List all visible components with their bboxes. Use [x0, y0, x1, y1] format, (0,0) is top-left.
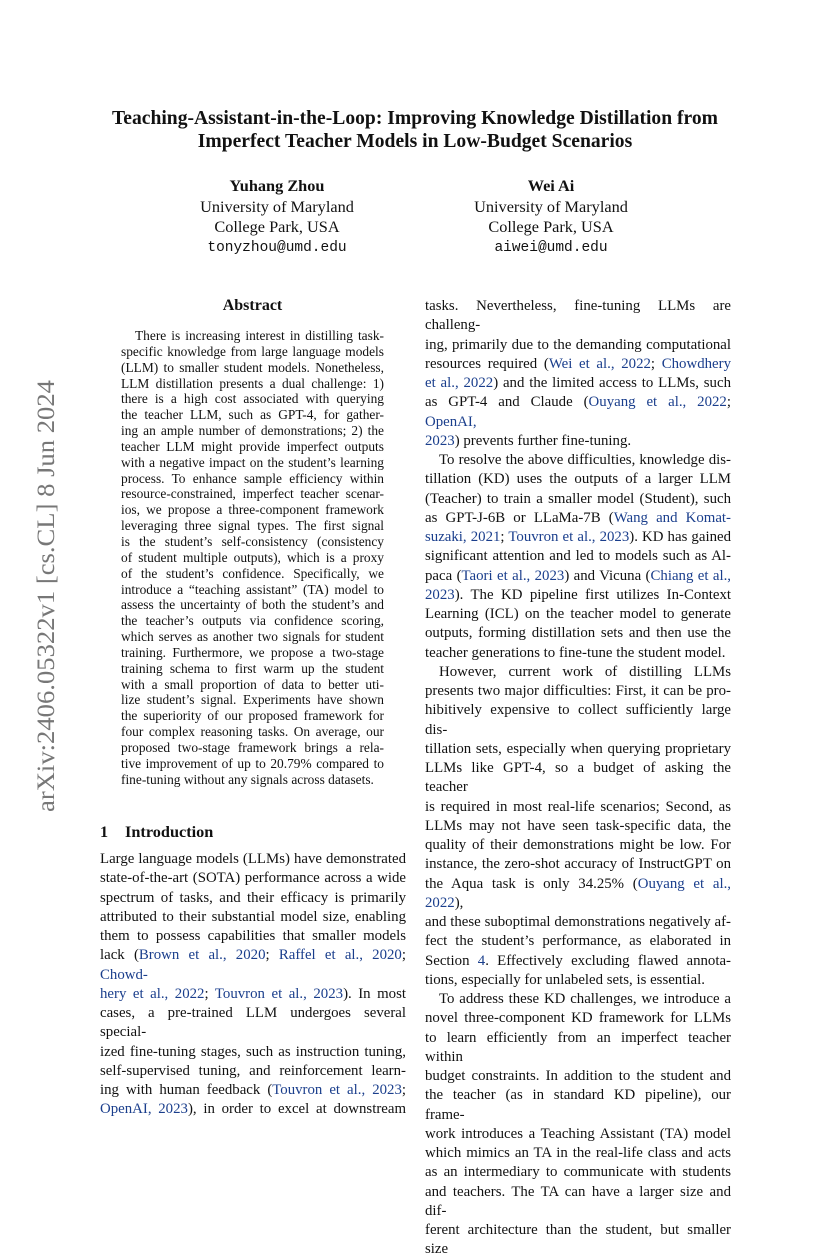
text-line [425, 952, 731, 971]
abstract-line: is the student’s self-consistency (consistency [121, 533, 384, 549]
text-run: ; [650, 355, 662, 372]
text-run: work introduces a Teaching Assistant (TA) model [425, 1125, 731, 1142]
text-run: presents two major difficulties: First, it can be pro- [425, 683, 731, 699]
text-line [425, 393, 731, 432]
text-line [425, 547, 731, 566]
text-line [425, 798, 731, 817]
abstract-line: fine-tuning without any signals across datasets. [121, 771, 374, 787]
text-run: spectrum of tasks, and their efficacy is primarily [100, 889, 406, 906]
text-line [425, 605, 731, 624]
text-run: ing, primarily due to the demanding computational [425, 336, 731, 353]
text-line [425, 528, 731, 547]
text-run: ized fine-tuning stages, such as instruction tuning, [100, 1043, 406, 1060]
author-email: aiwei@umd.edu [494, 239, 608, 256]
text-line [100, 889, 406, 908]
author-location: College Park, USA [488, 217, 614, 236]
abstract-line: the teacher LLM, such as GPT-4, for gather- [121, 407, 384, 423]
abstract-line: training schema to first warm up the student [121, 660, 384, 676]
text-run: tions, especially for unlabeled sets, is essential. [425, 971, 705, 988]
text-line [425, 624, 731, 643]
text-line [425, 1183, 731, 1222]
text-run: ), [454, 894, 464, 911]
text-line [100, 985, 406, 1004]
text-run: is required in most real-life scenarios; Second, as [425, 798, 731, 815]
citation-link[interactable]: Taori et al., 2023 [461, 567, 565, 584]
text-line [425, 1067, 731, 1086]
text-line [100, 1100, 406, 1119]
author-affiliation: University of Maryland [474, 196, 628, 216]
text-run: the teacher (as in standard KD pipeline), our frame- [425, 1087, 731, 1123]
text-run: ). The KD pipeline first utilizes In-Context [454, 586, 731, 603]
author-block-2 [421, 176, 681, 258]
text-run: the Aqua task is only 34.25% ( [425, 875, 638, 892]
text-line [425, 336, 731, 355]
text-line [425, 932, 731, 951]
text-run: ferent architecture than the student, but smaller size [425, 1222, 731, 1258]
citation-link[interactable]: Raffel et al., 2020 [278, 947, 402, 964]
text-run: state-of-the-art (SOTA) performance across a wide [100, 870, 406, 887]
text-run: and teachers. The TA can have a larger size and dif- [425, 1183, 731, 1219]
text-line [425, 1163, 731, 1182]
text-run: ). In most [343, 985, 406, 1002]
text-run: To resolve the above difficulties, knowledge dis- [439, 452, 731, 468]
text-run: significant attention and led to models such as Al- [425, 548, 731, 565]
abstract-body [121, 328, 384, 787]
text-run: budget constraints. In addition to the student and [425, 1068, 731, 1084]
abstract-line: process. To enhance sample efficiency within [121, 470, 384, 486]
text-run: them to possess capabilities that smaller models [100, 928, 406, 944]
text-line [100, 1004, 406, 1043]
abstract-line: teacher LLM might provide imperfect outputs [121, 438, 384, 454]
arxiv-stamp-graphic [10, 376, 70, 816]
text-run: (Teacher) to train a smaller model (Student), such [425, 490, 731, 507]
abstract-line: lize student’s signal. Experiments have shown [121, 692, 384, 708]
text-run: teacher generations to fine-tune the student model. [425, 644, 726, 661]
title-line-2: Imperfect Teacher Models in Low-Budget Scenarios [197, 131, 633, 152]
citation-link[interactable]: Wei et al., 2022 [548, 355, 651, 372]
abstract-line: with a small proportion of data to better uti- [121, 676, 384, 692]
text-line [425, 836, 731, 855]
abstract-line: of student multiple outputs), which is a proxy [121, 549, 384, 565]
text-run: tasks. Nevertheless, fine-tuning LLMs are challeng- [425, 298, 731, 334]
text-run: to learn efficiently from an imperfect teacher within [425, 1029, 731, 1065]
author-name: Wei Ai [527, 176, 575, 195]
text-line [425, 855, 731, 874]
text-line [100, 927, 406, 946]
citation-link[interactable]: Wang and Komat- [613, 509, 731, 526]
text-run: attributed to their substantial model size, enabling [100, 908, 406, 925]
text-line [425, 355, 731, 374]
paragraph [425, 990, 731, 1260]
citation-link[interactable]: 2023 [425, 586, 455, 603]
text-line [425, 990, 731, 1009]
text-run: LLMs like GPT-4, so a budget of asking the teacher [425, 760, 731, 796]
text-line [425, 682, 731, 701]
text-run: hibitively expensive to collect sufficiently large dis- [425, 702, 731, 738]
author-email: tonyzhou@umd.edu [207, 239, 347, 256]
introduction-right-column [425, 297, 731, 1260]
citation-link[interactable]: 4 [477, 952, 486, 969]
paragraph [100, 850, 406, 1120]
text-line [425, 432, 731, 451]
text-run: ) and Vicuna ( [564, 567, 651, 584]
text-run: ; [500, 529, 509, 545]
text-run: fect the student’s performance, as elaborated in [425, 933, 731, 950]
text-run: as GPT-4 and Claude ( [425, 394, 589, 411]
text-run: tillation (KD) uses the outputs of a larger LLM [425, 471, 731, 488]
citation-link[interactable]: Touvron et al., 2023 [214, 985, 344, 1002]
citation-link[interactable]: OpenAI, [425, 413, 477, 430]
paragraph [425, 663, 731, 990]
text-run: quality of their demonstrations might be low. For [425, 837, 731, 853]
text-run: Large language models (LLMs) have demonstrated [100, 851, 406, 867]
abstract-line: resource-constrained, imperfect teacher scenar- [121, 486, 384, 502]
text-run: self-supervised tuning, and reinforcement learn- [100, 1062, 406, 1079]
abstract-line: There is increasing interest in distilling task- [135, 328, 384, 343]
text-run: which mimics an TA in the real-life class and acts [425, 1145, 731, 1161]
text-line [425, 1086, 731, 1125]
citation-link[interactable]: hery et al., 2022 [100, 985, 205, 1002]
text-line [425, 374, 731, 393]
citation-link[interactable]: suzaki, 2021 [425, 529, 501, 545]
abstract-line: LLM distillation presents a dual challenge: 1) [121, 375, 384, 391]
text-line [425, 567, 731, 586]
text-line [425, 663, 731, 682]
paragraph [425, 451, 731, 663]
section-heading-introduction [100, 822, 213, 842]
text-run: outputs, forming distillation sets and then use the [425, 625, 731, 642]
text-line [425, 740, 731, 759]
text-line [425, 1125, 731, 1144]
text-line [100, 1043, 406, 1062]
text-run: paca ( [425, 567, 462, 584]
text-run: ). KD has gained [629, 529, 732, 545]
citation-link[interactable]: Touvron et al., 2023 [508, 529, 630, 545]
citation-link[interactable]: et al., 2022 [425, 375, 494, 391]
abstract-line: ios, we propose a three-component framework [121, 502, 384, 518]
text-line [425, 451, 731, 470]
text-run: ), in order to excel at downstream [187, 1101, 406, 1118]
text-run: lack ( [100, 947, 139, 964]
text-line [100, 908, 406, 927]
text-line [425, 297, 731, 336]
text-line [100, 850, 406, 869]
citation-link[interactable]: Brown et al., 2020 [138, 947, 266, 964]
text-run: ; [204, 985, 215, 1002]
text-line [425, 701, 731, 740]
text-line [100, 1081, 406, 1100]
author-name: Yuhang Zhou [229, 176, 325, 195]
paragraph [425, 297, 731, 451]
text-run: instance, the zero-shot accuracy of InstructGPT on [425, 856, 731, 873]
abstract-line: specific knowledge from large language models [121, 343, 384, 359]
author-block-1 [147, 176, 407, 258]
text-run: novel three-component KD framework for LLMs [425, 1010, 731, 1027]
abstract-line: of the student’s confidence. Specifically, we [121, 565, 384, 581]
introduction-left-column [100, 850, 406, 1120]
text-line [425, 1029, 731, 1068]
text-line [425, 759, 731, 798]
text-line [100, 1062, 406, 1081]
text-run: cases, a pre-trained LLM undergoes several special- [100, 1005, 406, 1041]
section-title: Introduction [125, 822, 214, 841]
abstract-line: four complex reasoning tasks. On average, our [121, 724, 384, 740]
text-run: Section [425, 952, 478, 969]
abstract-line: leveraging three signal types. The first signal [121, 518, 384, 534]
text-line [425, 913, 731, 932]
text-run: as an intermediary to communicate with students [425, 1164, 731, 1181]
abstract-line: assess the uncertainty of both the student’s and [121, 597, 384, 613]
arxiv-identifier-stamp [10, 376, 70, 816]
text-line [425, 470, 731, 489]
text-line [425, 644, 731, 663]
text-line [100, 946, 406, 985]
paper-title [90, 107, 740, 153]
text-run: ; [401, 1082, 407, 1098]
citation-link[interactable]: OpenAI, 2023 [100, 1101, 188, 1118]
author-location: College Park, USA [214, 217, 340, 236]
text-line [425, 875, 731, 914]
text-run: However, current work of distilling LLMs [439, 663, 731, 680]
text-line [425, 1009, 731, 1028]
text-run: ; [265, 947, 279, 964]
section-number: 1 [100, 822, 109, 841]
citation-link[interactable]: Chiang et al., [650, 567, 731, 584]
text-run: ) and the limited access to LLMs, such [493, 375, 731, 391]
text-line [425, 817, 731, 836]
abstract-line: training. Furthermore, we propose a two-stage [121, 644, 384, 660]
text-run: as GPT-J-6B or LLaMa-7B ( [425, 509, 614, 526]
text-run: ing with human feedback ( [100, 1082, 273, 1098]
abstract-line: proposed two-stage framework brings a rela- [121, 739, 384, 755]
text-run: resources required ( [425, 355, 549, 372]
text-run: and these suboptimal demonstrations negatively af- [425, 914, 731, 930]
text-run: ; [726, 394, 731, 411]
abstract-line: (LLM) to smaller student models. Nonetheless, [121, 359, 384, 375]
citation-link[interactable]: 2023 [425, 432, 455, 449]
text-run: ) prevents further fine-tuning. [454, 432, 632, 449]
title-line-1: Teaching-Assistant-in-the-Loop: Improving Knowledge Distillation from [112, 108, 718, 129]
citation-link[interactable]: Chowdhery [661, 355, 731, 372]
text-run: ; [401, 947, 406, 964]
text-line [425, 586, 731, 605]
text-line [425, 1144, 731, 1163]
text-run: Learning (ICL) on the teacher model to generate [425, 606, 731, 622]
text-run: To address these KD challenges, we introduce a [439, 991, 731, 1007]
text-line [425, 490, 731, 509]
abstract-line: with a negative impact on the student’s learning [121, 454, 384, 470]
text-line [425, 1221, 731, 1260]
text-run: LLMs may not have seen task-specific data, the [425, 817, 731, 834]
abstract-line: the superiority of our proposed framework for [121, 708, 384, 724]
citation-link[interactable]: Ouyang et al., 2022 [588, 394, 727, 411]
text-line [425, 971, 731, 990]
abstract-line: which serves as another two signals for student [121, 629, 384, 645]
abstract-line: the teacher’s outputs via confidence scoring, [121, 613, 384, 629]
text-line [100, 869, 406, 888]
author-affiliation: University of Maryland [200, 196, 354, 216]
text-run: tillation sets, especially when querying proprietary [425, 740, 731, 757]
abstract-heading: Abstract [222, 297, 283, 314]
abstract-line: there is a high cost associated with querying [121, 391, 384, 407]
arxiv-stamp-text: arXiv:2406.05322v1 [cs.CL] 8 Jun 2024 [31, 398, 60, 812]
text-line [425, 509, 731, 528]
citation-link[interactable]: Touvron et al., 2023 [272, 1082, 402, 1098]
abstract-line: ing an ample number of demonstrations; 2) the [121, 423, 384, 439]
text-run: . Effectively excluding flawed annota- [485, 952, 731, 969]
citation-link[interactable]: Chowd- [100, 966, 148, 983]
abstract-line: introduce a “teaching assistant” (TA) model to [121, 581, 384, 597]
abstract-line: tive improvement of up to 20.79% compared to [121, 755, 384, 771]
citation-link[interactable]: Ouyang et al., 2022 [425, 875, 732, 911]
